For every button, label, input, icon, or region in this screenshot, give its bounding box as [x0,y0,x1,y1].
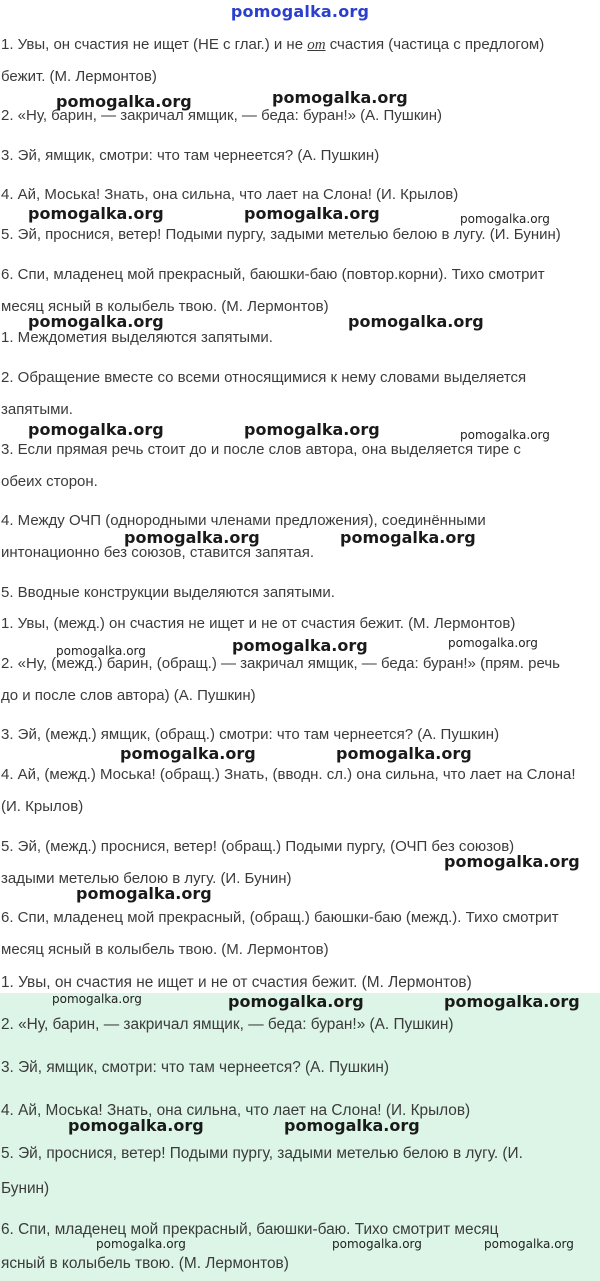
watermark: pomogalka.org [56,92,192,111]
answer-sentence-6-line-1: 6. Спи, младенец мой прекрасный, баюшки-баю. Тихо смотрит месяц [1,1221,499,1238]
watermark: pomogalka.org [68,1116,204,1135]
watermark: pomogalka.org [28,204,164,223]
watermark: pomogalka.org [96,1237,186,1251]
task-sentence-6-line-2: месяц ясный в колыбель твою. (М. Лермонтов) [1,298,329,315]
annotated-sentence-1: 1. Увы, (межд.) он счастия не ищет и не от счастия бежит. (М. Лермонтов) [1,615,516,632]
watermark: pomogalka.org [272,88,408,107]
watermark: pomogalka.org [28,420,164,439]
task-sentence-5: 5. Эй, проснися, ветер! Подыми пургу, задыми метелью белою в лугу. (И. Бунин) [1,226,561,243]
rule-2-line-1: 2. Обращение вместе со всеми относящимися к нему словами выделяется [1,369,527,386]
answer-sentence-5-line-1: 5. Эй, проснися, ветер! Подыми пургу, задыми метелью белою в лугу. (И. [1,1145,523,1162]
annotated-sentence-4-line-1: 4. Ай, (межд.) Моська! (обращ.) Знать, (вводн. сл.) она сильна, что лает на Слона! [1,766,576,783]
task-sentence-4: 4. Ай, Моська! Знать, она сильна, что лает на Слона! (И. Крылов) [1,186,459,203]
watermark: pomogalka.org [484,1237,574,1251]
annotated-sentence-6-line-1: 6. Спи, младенец мой прекрасный, (обращ.) баюшки-баю (межд.). Тихо смотрит [1,909,559,926]
answer-sentence-2: 2. «Ну, барин, — закричал ямщик, — беда: буран!» (А. Пушкин) [1,1016,454,1033]
task-sentence-6-line-1: 6. Спи, младенец мой прекрасный, баюшки-баю (повтор.корни). Тихо смотрит [1,266,545,283]
rule-1: 1. Междометия выделяются запятыми. [1,329,273,346]
watermark: pomogalka.org [28,312,164,331]
watermark: pomogalka.org [120,744,256,763]
task-sentence-3: 3. Эй, ямщик, смотри: что там чернеется? (А. Пушкин) [1,147,380,164]
watermark: pomogalka.org [460,212,550,226]
task-sentence-1-line-2: бежит. (М. Лермонтов) [1,68,157,85]
annotated-sentence-5-line-1: 5. Эй, (межд.) проснися, ветер! (обращ.) Подыми пургу, (ОЧП без союзов) [1,838,515,855]
site-header-link[interactable]: pomogalka.org [230,2,370,21]
answer-sentence-1: 1. Увы, он счастия не ищет и не от счастия бежит. (М. Лермонтов) [1,974,472,991]
watermark: pomogalka.org [228,992,364,1011]
answer-sentence-3: 3. Эй, ямщик, смотри: что там чернеется? (А. Пушкин) [1,1059,390,1076]
watermark: pomogalka.org [460,428,550,442]
annotated-sentence-2-line-1: 2. «Ну, (межд.) барин, (обращ.) — закричал ямщик, — беда: буран!» (прям. речь [1,655,560,672]
watermark: pomogalka.org [444,852,580,871]
annotated-sentence-5-line-2: задыми метелью белою в лугу. (И. Бунин) [1,870,292,887]
watermark: pomogalka.org [448,636,538,650]
watermark: pomogalka.org [124,528,260,547]
task-sentence-1-line-1: 1. Увы, он счастия не ищет (НЕ с глаг.) и не от счастия (частица с предлогом) [1,36,545,53]
annotated-sentence-4-line-2: (И. Крылов) [1,798,84,815]
watermark: pomogalka.org [336,744,472,763]
answer-sentence-4: 4. Ай, Моська! Знать, она сильна, что лает на Слона! (И. Крылов) [1,1102,471,1119]
annotated-sentence-6-line-2: месяц ясный в колыбель твою. (М. Лермонтов) [1,941,329,958]
annotated-sentence-2-line-2: до и после слов автора) (А. Пушкин) [1,687,256,704]
rule-3-line-2: обеих сторон. [1,473,98,490]
watermark: pomogalka.org [232,636,368,655]
rule-4-line-2: интонационно без союзов, ставится запятая. [1,544,315,561]
rule-4-line-1: 4. Между ОЧП (однородными членами предложения), соединёнными [1,512,486,529]
answer-sentence-5-line-2: Бунин) [1,1180,50,1197]
watermark: pomogalka.org [348,312,484,331]
watermark: pomogalka.org [76,884,212,903]
watermark: pomogalka.org [56,644,146,658]
watermark: pomogalka.org [332,1237,422,1251]
watermark: pomogalka.org [52,992,142,1006]
rule-2-line-2: запятыми. [1,401,73,418]
annotated-sentence-3: 3. Эй, (межд.) ямщик, (обращ.) смотри: что там чернеется? (А. Пушкин) [1,726,500,743]
watermark: pomogalka.org [444,992,580,1011]
watermark: pomogalka.org [244,204,380,223]
watermark: pomogalka.org [340,528,476,547]
rule-5: 5. Вводные конструкции выделяются запятыми. [1,584,335,601]
watermark: pomogalka.org [284,1116,420,1135]
particle-ot: от [307,37,326,53]
answer-sentence-6-line-2: ясный в колыбель твою. (М. Лермонтов) [1,1255,289,1272]
task-sentence-2: 2. «Ну, барин, — закричал ямщик, — беда: буран!» (А. Пушкин) [1,107,443,124]
watermark: pomogalka.org [244,420,380,439]
rule-3-line-1: 3. Если прямая речь стоит до и после слов автора, она выделяется тире с [1,441,521,458]
